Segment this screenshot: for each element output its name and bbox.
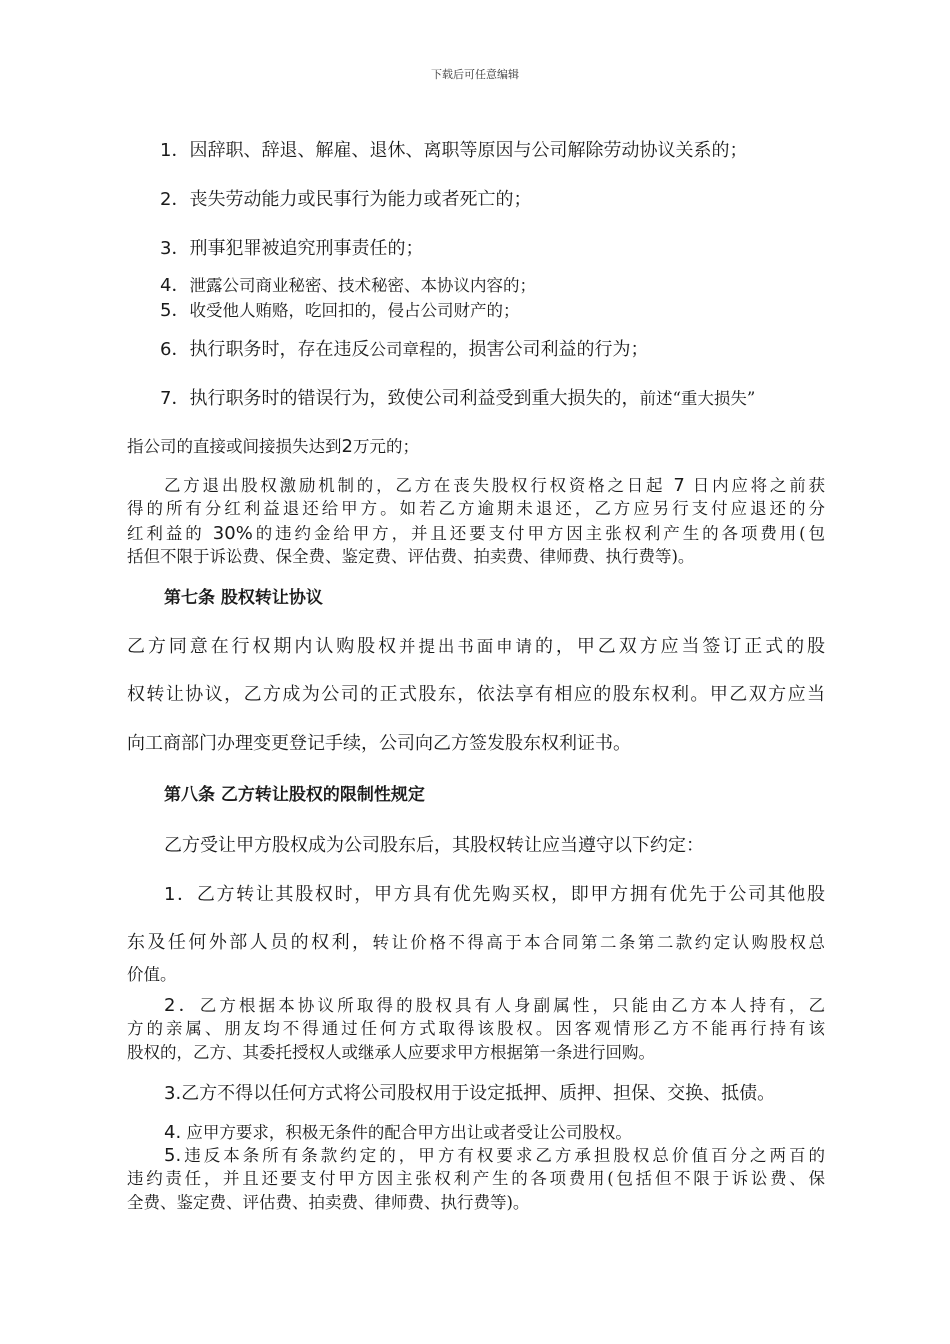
text-line-item7b [127, 438, 419, 456]
text-run: 2 [341, 436, 353, 457]
text-run: 1．因辞职、辞退、解雇、退休、离职等原因与公司解除劳动协议关系的； [160, 140, 748, 161]
text-line-art8i5b [127, 1171, 825, 1188]
text-run: 红利益的 [127, 524, 213, 543]
text-line-para1c [127, 525, 825, 543]
text-line-art8i5a [164, 1147, 825, 1165]
text-line-item7a [160, 390, 755, 408]
text-run: 应甲方要求，积极无条件的配合甲方出让或者受让公司股权。 [181, 1123, 632, 1142]
page-header: 下载后可任意编辑 [431, 68, 519, 81]
text-run: 第七条 股权转让协议 [164, 588, 323, 608]
text-run: 日内应将之前获 [684, 476, 825, 495]
text-run: 东及任何外部人员的权利， [127, 932, 373, 953]
text-run: 价值。 [127, 965, 177, 984]
text-line-item4 [160, 277, 536, 295]
text-line-art7p3 [127, 735, 631, 753]
text-run: 向工商部门办理变更登记手续，公司向乙方签发股东权利证书。 [127, 733, 631, 754]
text-run: 得的所有分红利益退还给甲方。如若乙方逾期未退还，乙方应另行支付应退还的分 [127, 499, 825, 518]
text-run: 5． [160, 300, 190, 321]
text-run: 方的亲属、朋友均不得通过任何方式取得该股权。因客观情形乙方不能再行持有该 [127, 1019, 825, 1038]
text-run: 并提出书面申请 [399, 637, 535, 656]
text-line-art8i4 [164, 1124, 632, 1142]
text-line-art8i2b [127, 1021, 825, 1038]
text-line-art8i3 [164, 1085, 775, 1103]
text-line-para1b [127, 501, 825, 518]
text-line-item6 [160, 341, 648, 359]
text-run: 泄露公司商业秘密、技术秘密、本协议内容的； [189, 276, 536, 295]
text-run: 1．乙方转让其股权时，甲方具有优先购买权，即甲方拥有优先于公司其他股 [164, 884, 825, 905]
text-line-art8i2a [164, 997, 825, 1015]
text-run: 损害公司利益的行为； [468, 339, 649, 360]
text-run: 股权的，乙方、其委托授权人或继承人应要求甲方根据第一条进行回购。 [127, 1043, 655, 1062]
text-run: 的，甲乙双方应当签订正式的股 [535, 636, 826, 657]
text-run: 乙方受让甲方股权成为公司股东后，其股权转让应当遵守以下约定： [164, 835, 704, 856]
text-run: 乙方根据本协议所取得的股权具有人身副属性，只能由乙方本人持有，乙 [199, 996, 826, 1015]
text-line-art7p1 [127, 638, 825, 656]
text-run: 2．丧失劳动能力或民事行为能力或者死亡的； [160, 189, 532, 210]
text-run: 万元的； [352, 437, 419, 456]
text-line-para1a [164, 477, 825, 495]
text-run: 乙方退出股权激励机制的，乙方在丧失股权行权资格之日起 [164, 476, 674, 495]
text-run: 3.乙方不得以任何方式将公司股权用于设定抵押、质押、担保、交换、抵债。 [164, 1083, 776, 1104]
text-line-art8i1c [127, 967, 177, 984]
text-line-item1 [160, 142, 747, 160]
text-line-item3 [160, 240, 423, 258]
text-run: 5. [164, 1145, 182, 1166]
text-run: 违约责任，并且还要支付甲方因主张权利产生的各项费用(包括但不限于诉讼费、保 [127, 1169, 825, 1188]
text-line-art7 [164, 590, 323, 607]
text-run: 7 [673, 475, 685, 496]
text-line-art8i1b [127, 934, 825, 952]
text-run: 指公司的直接或间接损失达到 [127, 437, 342, 456]
text-run: 6．执行职务时，存在违反 [160, 339, 370, 360]
text-line-art8i5c [127, 1195, 529, 1212]
text-line-item2 [160, 191, 531, 209]
text-run: 全费、鉴定费、评估费、拍卖费、律师费、执行费等)。 [127, 1193, 530, 1212]
text-run: 4. [164, 1122, 182, 1143]
text-run: 括但不限于诉讼费、保全费、鉴定费、评估费、拍卖费、律师费、执行费等)。 [127, 547, 695, 566]
text-line-art8i2c [127, 1045, 655, 1062]
text-run: 转让价格不得高于本合同第二条第二款约定认购股权总 [372, 933, 825, 952]
text-line-art8 [164, 787, 425, 804]
text-run: 3．刑事犯罪被追究刑事责任的； [160, 238, 424, 259]
text-run: 前述“重大损失” [639, 389, 756, 408]
text-line-art8i1a [164, 886, 825, 904]
text-line-para1d [127, 549, 694, 566]
text-line-art7p2 [127, 686, 825, 704]
text-run: 收受他人贿赂，吃回扣的，侵占公司财产的； [189, 301, 520, 320]
text-run: 公司章程的， [369, 340, 469, 359]
text-line-item5 [160, 302, 519, 320]
text-run: 违反本条所有条款约定的，甲方有权要求乙方承担股权总价值百分之两百的 [181, 1146, 825, 1165]
text-run: 4． [160, 275, 190, 296]
text-run: 乙方同意在行权期内认购股权 [127, 636, 400, 657]
text-run: 2． [164, 995, 200, 1016]
text-run: 30% [212, 523, 253, 544]
text-run: 第八条 乙方转让股权的限制性规定 [164, 785, 425, 805]
text-run: 7．执行职务时的错误行为，致使公司利益受到重大损失的， [160, 388, 640, 409]
text-run: 权转让协议，乙方成为公司的正式股东，依法享有相应的股东权利。甲乙双方应当 [127, 684, 825, 705]
text-line-art8p0 [164, 837, 704, 855]
text-run: 的违约金给甲方，并且还要支付甲方因主张权利产生的各项费用(包 [252, 524, 826, 543]
